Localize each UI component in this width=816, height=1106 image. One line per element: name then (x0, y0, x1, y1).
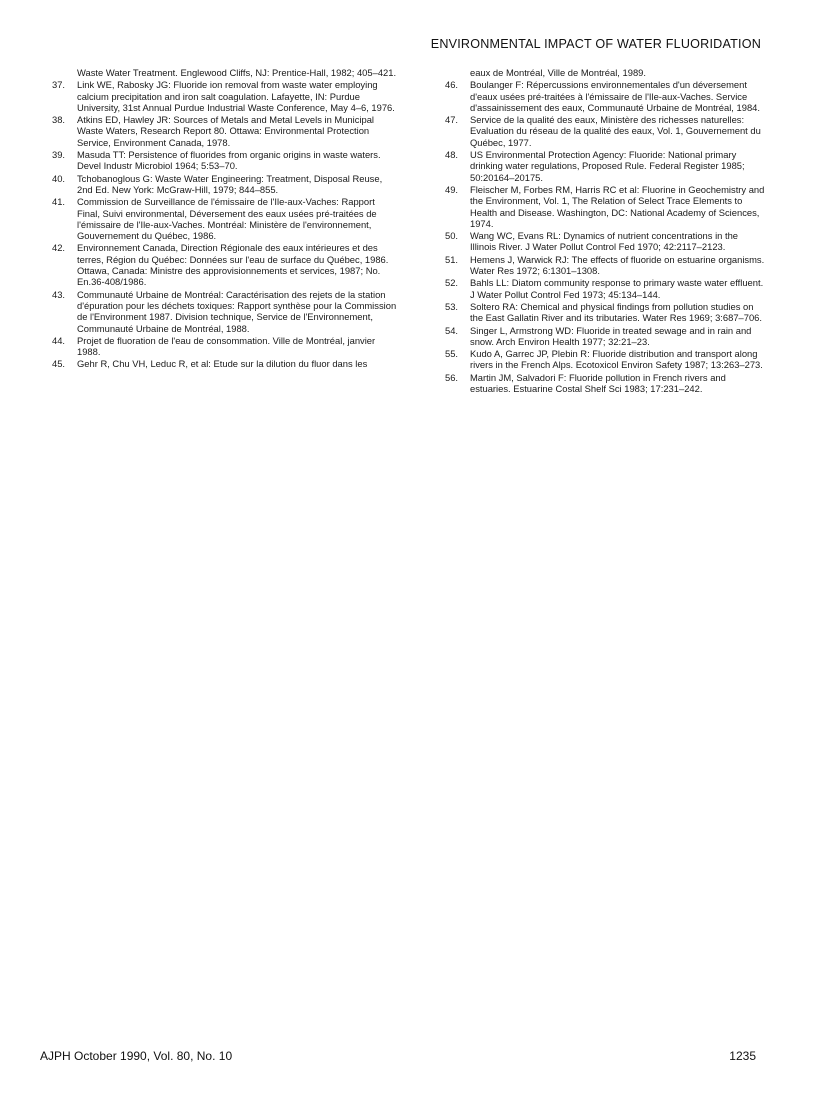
reference-item (445, 301, 765, 324)
left-reference-column (52, 67, 397, 371)
reference-item (52, 196, 397, 241)
reference-item (445, 149, 765, 183)
reference-item (52, 242, 397, 287)
reference-number: 54. (445, 324, 459, 336)
reference-item (52, 114, 397, 148)
reference-text: Commission de Surveillance de l'émissaire de l'Ile-aux-Vaches: Rapport Final, Suivi environmental, Déversement des eaux usées pré-traitées de l'émissaire de l'Ile-aux-Vaches. Montréal: Ministère de l'environnement, Gouvernement du Québec, 1986. (77, 196, 377, 242)
reference-text: Singer L, Armstrong WD: Fluoride in treated sewage and in rain and snow. Arch Environ Health 1977; 32:21–23. (470, 324, 752, 347)
reference-item (445, 230, 765, 253)
reference-continuation: eaux de Montréal, Ville de Montréal, 1989. (470, 67, 646, 78)
reference-text: Wang WC, Evans RL: Dynamics of nutrient concentrations in the Illinois River. J Water Pollut Control Fed 1970; 42:2117–2123. (470, 230, 738, 253)
reference-number: 43. (52, 288, 66, 300)
reference-item (445, 114, 765, 148)
reference-number: 52. (445, 277, 459, 289)
reference-number: 50. (445, 230, 459, 242)
reference-text: Martin JM, Salvadori F: Fluoride pollution in French rivers and estuaries. Estuarine Costal Shelf Sci 1983; 17:231–242. (470, 371, 726, 395)
reference-item (52, 358, 397, 369)
running-header: ENVIRONMENTAL IMPACT OF WATER FLUORIDATION (430, 37, 761, 51)
reference-text: Link WE, Rabosky JG: Fluoride ion removal from waste water employing calcium precipitation and iron salt coagulation. Lafayette, IN: Purdue University, 31st Annual Purdue Industrial Waste Conference, May 4–6, 1976. (77, 79, 395, 113)
reference-number: 44. (52, 334, 66, 346)
reference-item (52, 79, 397, 113)
reference-item (445, 372, 765, 395)
reference-text: Tchobanoglous G: Waste Water Engineering: Treatment, Disposal Reuse, 2nd Ed. New York: McGraw-Hill, 1979; 844–855. (77, 172, 383, 195)
reference-number: 47. (445, 114, 459, 126)
reference-text: Atkins ED, Hawley JR: Sources of Metals and Metal Levels in Municipal Waste Waters, Research Report 80. Ottawa: Environmental Protection Service, Environment Canada, 1978. (77, 114, 374, 148)
reference-item (445, 254, 765, 277)
reference-text: Fleischer M, Forbes RM, Harris RC et al: Fluorine in Geochemistry and the Environment, Vol. 1, The Relation of Select Trace Elements to Health and Disease. Washington, DC: National Academy of Sciences, 1974. (470, 183, 765, 229)
reference-text: Kudo A, Garrec JP, Plebin R: Fluoride distribution and transport along rivers in the French Alps. Ecotoxicol Environ Safety 1987; 13:263–273. (470, 348, 763, 371)
reference-item (445, 184, 765, 229)
reference-text: Boulanger F: Répercussions environnementales d'un déversement d'eaux usées pré-traitées à l'émissaire de l'Ile-aux-Vaches. Service d'assainissement des eaux, Communauté Urbaine de Montréal, 1984. (470, 79, 760, 113)
reference-number: 45. (52, 358, 66, 370)
reference-text: Soltero RA: Chemical and physical findings from pollution studies on the East Gallatin River and its tributaries. Water Res 1969; 3:687–706. (470, 300, 762, 324)
reference-number: 37. (52, 79, 66, 91)
right-reference-column (445, 67, 765, 395)
reference-number: 41. (52, 196, 66, 208)
reference-number: 51. (445, 253, 459, 265)
reference-item (52, 289, 397, 334)
reference-number: 40. (52, 172, 66, 184)
reference-item (52, 149, 397, 172)
reference-text: Gehr R, Chu VH, Leduc R, et al: Etude sur la dilution du fluor dans les (77, 358, 368, 370)
reference-text: Hemens J, Warwick RJ: The effects of fluoride on estuarine organisms. Water Res 1972; 6:1301–1308. (470, 253, 765, 277)
reference-number: 56. (445, 371, 459, 383)
reference-number: 39. (52, 149, 66, 161)
reference-text: US Environmental Protection Agency: Fluoride: National primary drinking water regulations, Proposed Rule. Federal Register 1985; 50:20164–20175. (470, 149, 745, 183)
reference-item (52, 173, 397, 196)
reference-text: Environnement Canada, Direction Régionale des eaux intérieures et des terres, Région du Québec: Données sur l'eau de surface du Québec, 1986. Ottawa, Canada: Ministre des approvisionnements et services, 1987; No. En.36-408/1986. (77, 242, 389, 288)
reference-number: 46. (445, 79, 459, 91)
reference-number: 48. (445, 149, 459, 161)
reference-text: Masuda TT: Persistence of fluorides from organic origins in waste waters. Devel Industr Microbiol 1964; 5:53–70. (77, 149, 381, 172)
reference-number: 38. (52, 114, 66, 126)
page-number: 1235 (729, 1049, 756, 1063)
reference-item (445, 325, 765, 348)
journal-footer: AJPH October 1990, Vol. 80, No. 10 (40, 1049, 233, 1063)
reference-text: Projet de fluoration de l'eau de consommation. Ville de Montréal, janvier 1988. (77, 334, 376, 358)
reference-number: 42. (52, 242, 66, 254)
reference-continuation: Waste Water Treatment. Englewood Cliffs, NJ: Prentice-Hall, 1982; 405–421. (77, 67, 397, 78)
reference-text: Bahls LL: Diatom community response to primary waste water effluent. J Water Pollut Control Fed 1973; 45:134–144. (470, 277, 764, 300)
reference-item (52, 335, 397, 358)
reference-number: 49. (445, 183, 459, 195)
reference-number: 55. (445, 348, 459, 360)
reference-text: Communauté Urbaine de Montréal: Caractérisation des rejets de la station d'épuration pour les déchets toxiques: Rapport synthèse pour la Commission de l'Environment 1987. Division technique, Service de l'Environnement, Communauté Urbaine de Montréal, 1988. (77, 288, 397, 334)
reference-item (445, 348, 765, 371)
reference-item (445, 79, 765, 113)
reference-number: 53. (445, 300, 459, 312)
reference-text: Service de la qualité des eaux, Ministère des richesses naturelles: Evaluation du réseau de la qualité des eaux, Vol. 1, Gouvernement du Québec, 1977. (470, 114, 761, 148)
reference-item (445, 277, 765, 300)
